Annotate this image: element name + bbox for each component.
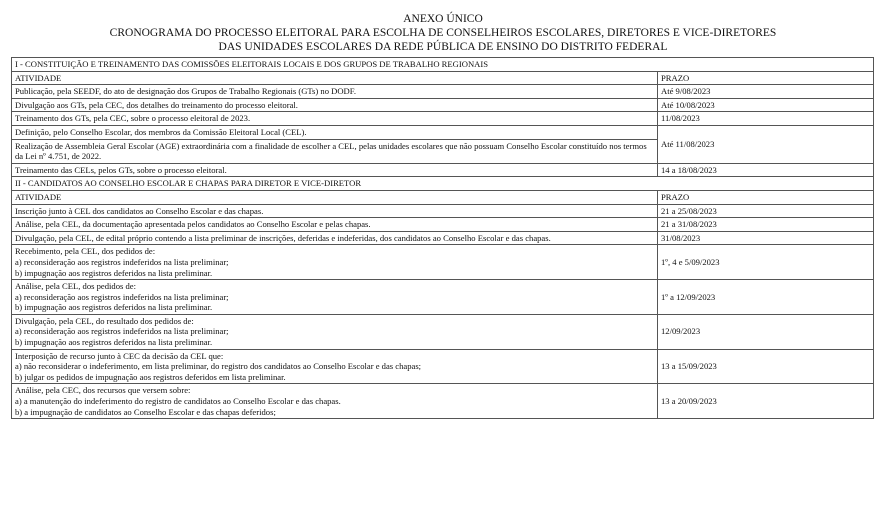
- column-header-deadline: PRAZO: [658, 71, 874, 85]
- table-row: [12, 218, 874, 232]
- activity-cell: Análise, pela CEL, da documentação apresentada pelos candidatos ao Conselho Escolar e pelas chapas.: [12, 218, 658, 232]
- section-header-row: [12, 177, 874, 191]
- deadline-cell: 13 a 15/09/2023: [658, 349, 874, 384]
- table-row: [12, 245, 874, 280]
- table-row: [12, 349, 874, 384]
- activity-cell: Treinamento das CELs, pelos GTs, sobre o processo eleitoral.: [12, 163, 658, 177]
- activity-cell: Realização de Assembleia Geral Escolar (AGE) extraordinária com a finalidade de escolher a CEL, pelas unidades escolares que não possuam Conselho Escolar constituído nos termos da Lei nº 4.751, de 2022.: [12, 139, 658, 163]
- table-row: [12, 231, 874, 245]
- activity-cell: Divulgação, pela CEL, do resultado dos pedidos de: a) reconsideração aos registros indeferidos na lista preliminar; b) impugnação aos registros deferidos na lista preliminar.: [12, 314, 658, 349]
- table-row: [12, 204, 874, 218]
- table-row: [12, 384, 874, 419]
- activity-cell: Recebimento, pela CEL, dos pedidos de: a) reconsideração aos registros indeferidos na lista preliminar; b) impugnação aos registros deferidos na lista preliminar.: [12, 245, 658, 280]
- document-header: [0, 0, 886, 54]
- deadline-cell: Até 10/08/2023: [658, 98, 874, 112]
- table-row: [12, 85, 874, 99]
- activity-cell: Análise, pela CEL, dos pedidos de: a) reconsideração aos registros indeferidos na lista preliminar; b) impugnação aos registros deferidos na lista preliminar.: [12, 280, 658, 315]
- deadline-cell: 12/09/2023: [658, 314, 874, 349]
- activity-cell: Divulgação, pela CEL, de edital próprio contendo a lista preliminar de inscrições, deferidas e indeferidas, dos candidatos ao Conselho Escolar e das chapas.: [12, 231, 658, 245]
- deadline-cell: 14 a 18/08/2023: [658, 163, 874, 177]
- column-header-deadline: PRAZO: [658, 190, 874, 204]
- table-row: [12, 98, 874, 112]
- section-title: II - CANDIDATOS AO CONSELHO ESCOLAR E CHAPAS PARA DIRETOR E VICE-DIRETOR: [12, 177, 874, 191]
- activity-cell: Treinamento dos GTs, pela CEC, sobre o processo eleitoral de 2023.: [12, 112, 658, 126]
- table-row: [12, 112, 874, 126]
- deadline-cell: Até 11/08/2023: [658, 125, 874, 163]
- deadline-cell: Até 9/08/2023: [658, 85, 874, 99]
- activity-cell: Inscrição junto à CEL dos candidatos ao Conselho Escolar e das chapas.: [12, 204, 658, 218]
- section-header-row: [12, 58, 874, 72]
- table-row: [12, 280, 874, 315]
- deadline-cell: 1º a 12/09/2023: [658, 280, 874, 315]
- activity-cell: Definição, pelo Conselho Escolar, dos membros da Comissão Eleitoral Local (CEL).: [12, 125, 658, 139]
- activity-cell: Publicação, pela SEEDF, do ato de designação dos Grupos de Trabalho Regionais (GTs) no DODF.: [12, 85, 658, 99]
- deadline-cell: 1º, 4 e 5/09/2023: [658, 245, 874, 280]
- table-row: [12, 125, 874, 139]
- activity-cell: Divulgação aos GTs, pela CEC, dos detalhes do treinamento do processo eleitoral.: [12, 98, 658, 112]
- section-title: I - CONSTITUIÇÃO E TREINAMENTO DAS COMISSÕES ELEITORAIS LOCAIS E DOS GRUPOS DE TRABALHO REGIONAIS: [12, 58, 874, 72]
- deadline-cell: 13 a 20/09/2023: [658, 384, 874, 419]
- deadline-cell: 21 a 31/08/2023: [658, 218, 874, 232]
- activity-cell: Análise, pela CEC, dos recursos que versem sobre: a) a manutenção do indeferimento do registro de candidatos ao Conselho Escolar e das chapas. b) a impugnação de candidatos ao Conselho Escolar e das chapas deferidos;: [12, 384, 658, 419]
- deadline-cell: 11/08/2023: [658, 112, 874, 126]
- schedule-subtitle: DAS UNIDADES ESCOLARES DA REDE PÚBLICA DE ENSINO DO DISTRITO FEDERAL: [218, 41, 668, 53]
- schedule-table: [11, 57, 874, 419]
- column-header-activity: ATIVIDADE: [12, 71, 658, 85]
- deadline-cell: 21 a 25/08/2023: [658, 204, 874, 218]
- column-header-row: [12, 190, 874, 204]
- column-header-row: [12, 71, 874, 85]
- annex-title: ANEXO ÚNICO: [403, 13, 483, 25]
- activity-cell: Interposição de recurso junto à CEC da decisão da CEL que: a) não reconsiderar o indeferimento, em lista preliminar, do registro dos candidatos ao Conselho Escolar e das chapas; b) julgar os pedidos de impugnação aos registros deferidos em lista preliminar.: [12, 349, 658, 384]
- table-row: [12, 314, 874, 349]
- table-row: [12, 163, 874, 177]
- deadline-cell: 31/08/2023: [658, 231, 874, 245]
- column-header-activity: ATIVIDADE: [12, 190, 658, 204]
- schedule-title: CRONOGRAMA DO PROCESSO ELEITORAL PARA ESCOLHA DE CONSELHEIROS ESCOLARES, DIRETORES E VICE-DIRETORES: [109, 27, 777, 39]
